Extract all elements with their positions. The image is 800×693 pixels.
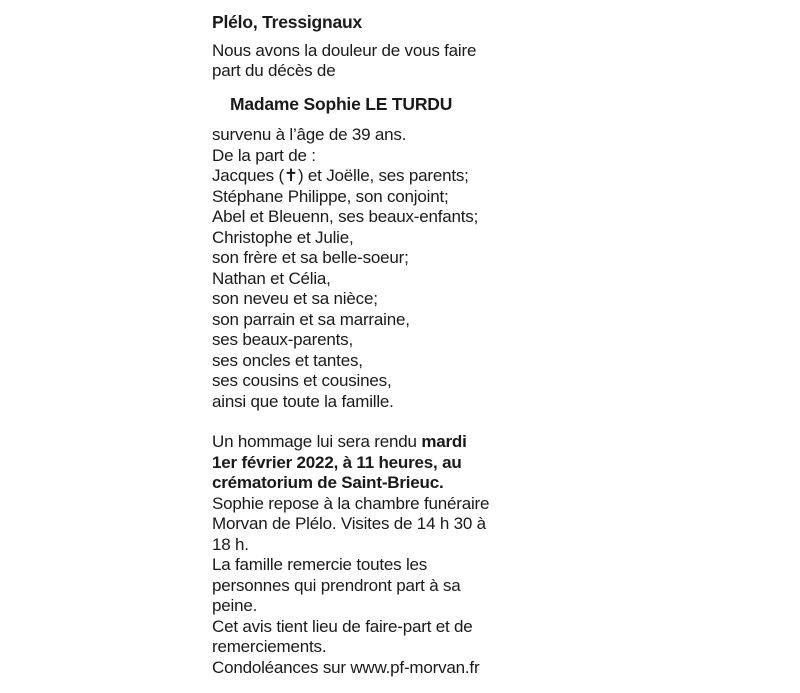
- ceremony-place-text: crématorium de Saint-Brieuc.: [212, 473, 444, 492]
- family-line: Jacques (✝) et Joëlle, ses parents;: [212, 166, 469, 185]
- ceremony-place: [212, 473, 512, 494]
- notice-location: Plélo, Tressignaux: [212, 12, 363, 32]
- condolences-line: Condoléances sur www.pf-morvan.fr: [212, 657, 480, 677]
- paragraph-gap: [212, 412, 512, 432]
- closing-line: peine.: [212, 596, 258, 615]
- ceremony-date: [212, 453, 512, 474]
- closing-line: 18 h.: [212, 534, 249, 554]
- family-line: son neveu et sa nièce;: [212, 289, 378, 308]
- closing-line: Morvan de Plélo. Visites de 14 h 30 à: [212, 514, 486, 533]
- closing-line: personnes qui prendront part à sa: [212, 575, 461, 595]
- closing-line: La famille remercie toutes les: [212, 555, 428, 574]
- ceremony-date-text: 1er février 2022, à 11 heures, au: [212, 452, 462, 472]
- closing-line: Cet avis tient lieu de faire-part et de: [212, 616, 473, 636]
- family-line: ses cousins et cousines,: [212, 371, 392, 390]
- ceremony-day: mardi: [421, 432, 467, 451]
- closing-line: Sophie repose à la chambre funéraire: [212, 493, 490, 513]
- family-line: ses beaux-parents,: [212, 330, 353, 349]
- intro-line: part du décès de: [212, 61, 336, 80]
- family-line: Nathan et Célia,: [212, 268, 331, 288]
- deceased-name: Madame Sophie LE TURDU: [230, 93, 453, 114]
- family-line: survenu à l’âge de 39 ans.: [212, 125, 407, 144]
- ceremony-intro: Un hommage lui sera rendu: [212, 432, 422, 451]
- family-line: ainsi que toute la famille.: [212, 391, 394, 411]
- family-line: Christophe et Julie,: [212, 227, 354, 247]
- obituary-notice: [212, 12, 512, 678]
- closing-line: remerciements.: [212, 637, 327, 656]
- family-line: son frère et sa belle-soeur;: [212, 248, 409, 267]
- family-line: ses oncles et tantes,: [212, 350, 363, 370]
- family-line: son parrain et sa marraine,: [212, 309, 410, 329]
- intro-line: Nous avons la douleur de vous faire: [212, 40, 477, 60]
- family-line: Stéphane Philippe, son conjoint;: [212, 186, 449, 206]
- ceremony-line: [212, 432, 512, 453]
- family-line: Abel et Bleuenn, ses beaux-enfants;: [212, 207, 479, 226]
- family-line: De la part de :: [212, 145, 316, 165]
